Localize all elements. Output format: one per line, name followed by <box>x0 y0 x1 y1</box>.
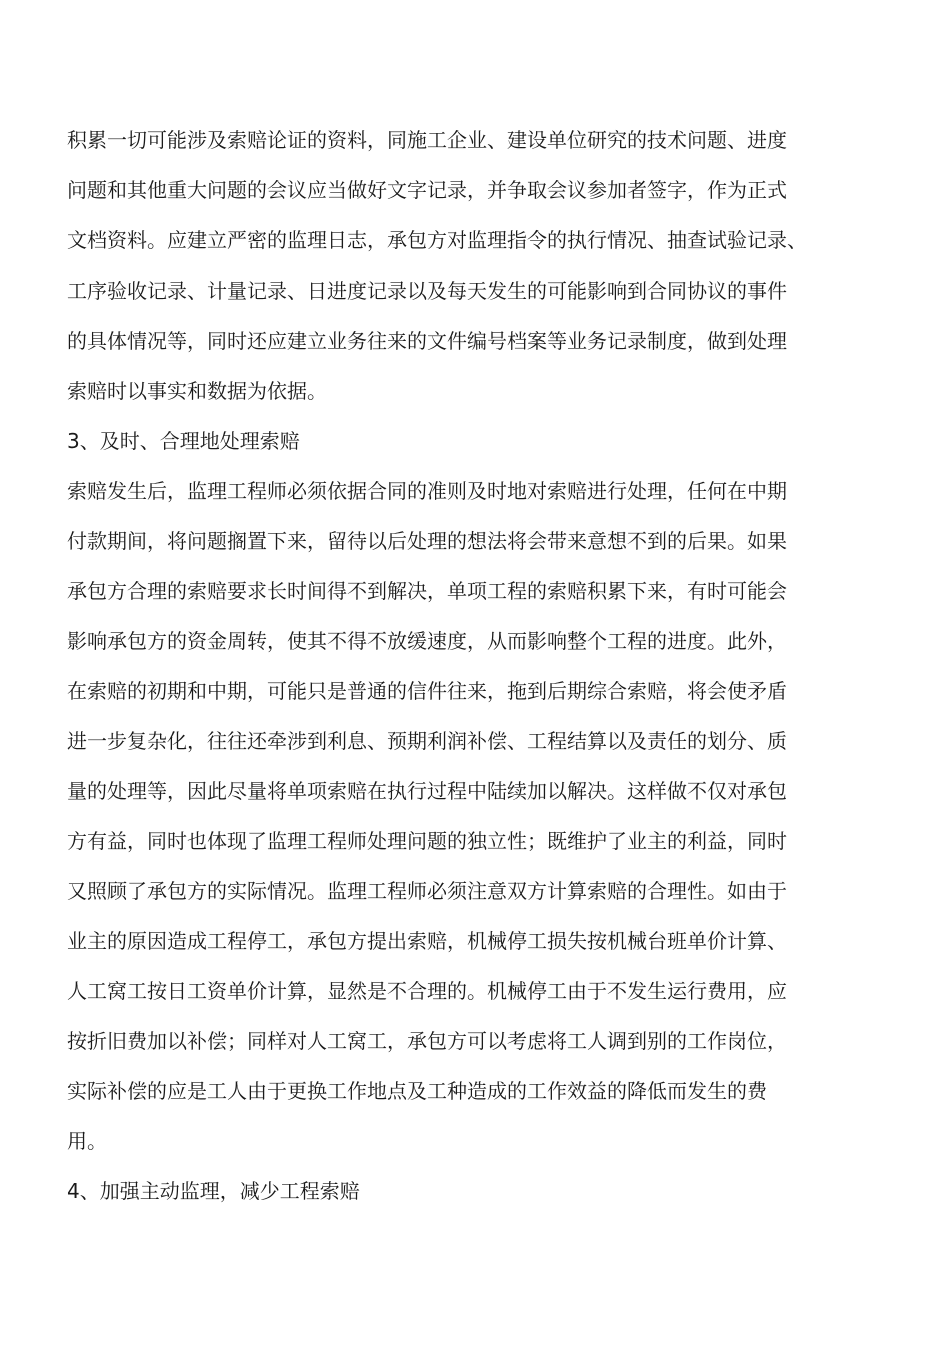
body-text-line: 实际补偿的应是工人由于更换工作地点及工种造成的工作效益的降低而发生的费 <box>67 1079 767 1103</box>
body-text-line: 影响承包方的资金周转，使其不得不放缓速度，从而影响整个工程的进度。此外， <box>67 629 787 653</box>
body-text-line: 索赔发生后，监理工程师必须依据合同的准则及时地对索赔进行处理，任何在中期 <box>67 479 787 503</box>
body-text-line: 付款期间，将问题搁置下来，留待以后处理的想法将会带来意想不到的后果。如果 <box>67 529 787 553</box>
body-text-line: 积累一切可能涉及索赔论证的资料，同施工企业、建设单位研究的技术问题、进度 <box>67 128 787 152</box>
body-text-line: 按折旧费加以补偿；同样对人工窝工，承包方可以考虑将工人调到别的工作岗位， <box>67 1029 787 1053</box>
body-text-line: 问题和其他重大问题的会议应当做好文字记录，并争取会议参加者签字，作为正式 <box>67 178 787 202</box>
body-text-line: 工序验收记录、计量记录、日进度记录以及每天发生的可能影响到合同协议的事件 <box>67 279 787 303</box>
body-text-line: 文档资料。应建立严密的监理日志，承包方对监理指令的执行情况、抽查试验记录、 <box>67 228 807 252</box>
body-text-line: 索赔时以事实和数据为依据。 <box>67 379 327 403</box>
section-heading: 3、及时、合理地处理索赔 <box>67 429 300 453</box>
body-text-line: 量的处理等，因此尽量将单项索赔在执行过程中陆续加以解决。这样做不仅对承包 <box>67 779 787 803</box>
body-text-line: 又照顾了承包方的实际情况。监理工程师必须注意双方计算索赔的合理性。如由于 <box>67 879 787 903</box>
body-text-line: 业主的原因造成工程停工，承包方提出索赔，机械停工损失按机械台班单价计算、 <box>67 929 787 953</box>
body-text-line: 人工窝工按日工资单价计算，显然是不合理的。机械停工由于不发生运行费用，应 <box>67 979 787 1003</box>
section-heading: 4、加强主动监理，减少工程索赔 <box>67 1179 360 1203</box>
body-text-line: 用。 <box>67 1129 107 1153</box>
body-text-line: 在索赔的初期和中期，可能只是普通的信件往来，拖到后期综合索赔，将会使矛盾 <box>67 679 787 703</box>
body-text-line: 方有益，同时也体现了监理工程师处理问题的独立性；既维护了业主的利益，同时 <box>67 829 787 853</box>
body-text-line: 的具体情况等，同时还应建立业务往来的文件编号档案等业务记录制度，做到处理 <box>67 329 787 353</box>
body-text-line: 承包方合理的索赔要求长时间得不到解决，单项工程的索赔积累下来，有时可能会 <box>67 579 787 603</box>
body-text-line: 进一步复杂化，往往还牵涉到利息、预期利润补偿、工程结算以及责任的划分、质 <box>67 729 787 753</box>
